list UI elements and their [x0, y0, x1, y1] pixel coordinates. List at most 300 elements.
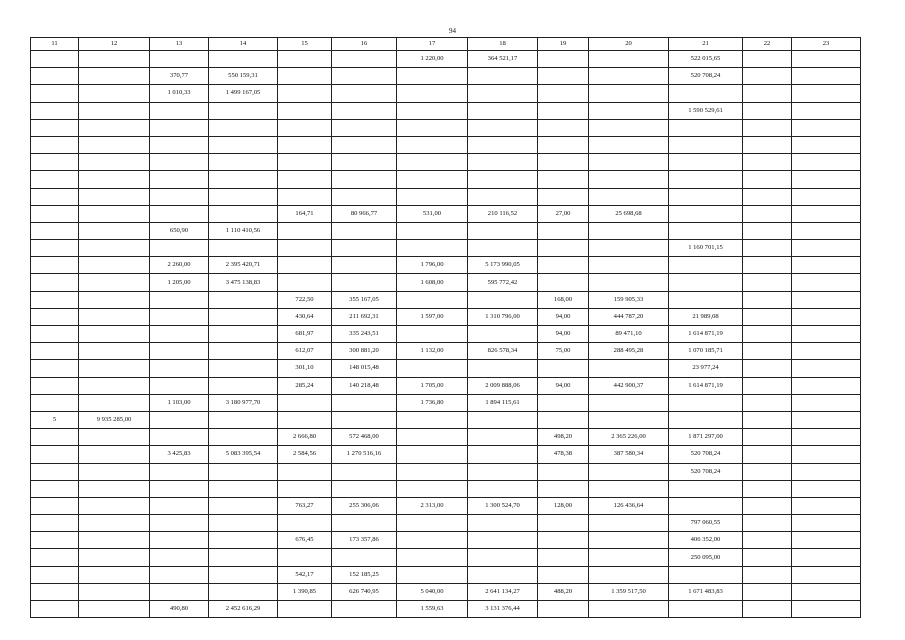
- table-row: [31, 480, 861, 497]
- table-cell: 370,77: [150, 68, 209, 85]
- table-cell: [468, 171, 538, 188]
- table-cell: 25 698,68: [589, 205, 669, 222]
- table-cell: [743, 119, 792, 136]
- table-cell: 5 083 395,54: [209, 446, 278, 463]
- table-cell: [79, 240, 150, 257]
- table-cell: [79, 377, 150, 394]
- table-cell: [743, 463, 792, 480]
- table-cell: [669, 171, 743, 188]
- table-cell: [278, 411, 332, 428]
- table-cell: 1 205,00: [150, 274, 209, 291]
- table-cell: [79, 515, 150, 532]
- table-cell: 1 894 115,61: [468, 394, 538, 411]
- table-cell: [150, 549, 209, 566]
- table-cell: [31, 446, 79, 463]
- table-cell: [792, 343, 861, 360]
- table-cell: [468, 119, 538, 136]
- table-cell: 1 070 185,71: [669, 343, 743, 360]
- table-cell: [743, 154, 792, 171]
- table-cell: [538, 463, 589, 480]
- table-cell: [538, 411, 589, 428]
- column-header: 18: [468, 38, 538, 51]
- table-cell: 2 584,56: [278, 446, 332, 463]
- table-cell: [79, 274, 150, 291]
- table-cell: [31, 480, 79, 497]
- column-header: 11: [31, 38, 79, 51]
- table-cell: [538, 154, 589, 171]
- table-cell: [589, 85, 669, 102]
- table-cell: [468, 515, 538, 532]
- table-cell: [79, 446, 150, 463]
- table-cell: 650,90: [150, 222, 209, 239]
- table-cell: [669, 154, 743, 171]
- table-cell: [669, 566, 743, 583]
- table-cell: [79, 136, 150, 153]
- table-cell: [589, 102, 669, 119]
- table-cell: [669, 85, 743, 102]
- table-cell: 681,97: [278, 326, 332, 343]
- table-cell: [669, 222, 743, 239]
- table-cell: [538, 188, 589, 205]
- table-cell: [468, 188, 538, 205]
- table-cell: [669, 480, 743, 497]
- table-cell: [150, 532, 209, 549]
- table-cell: [589, 532, 669, 549]
- table-cell: [743, 394, 792, 411]
- table-cell: 94,00: [538, 377, 589, 394]
- table-cell: [792, 394, 861, 411]
- table-cell: [792, 463, 861, 480]
- table-cell: [150, 463, 209, 480]
- table-cell: [209, 360, 278, 377]
- table-cell: 21 989,08: [669, 308, 743, 325]
- table-cell: [79, 308, 150, 325]
- table-cell: [79, 549, 150, 566]
- table-cell: [538, 222, 589, 239]
- table-cell: [31, 240, 79, 257]
- table-cell: [589, 51, 669, 68]
- table-cell: [31, 566, 79, 583]
- table-cell: 2 260,00: [150, 257, 209, 274]
- table-cell: [278, 515, 332, 532]
- table-cell: [79, 171, 150, 188]
- table-cell: [31, 257, 79, 274]
- table-cell: [150, 429, 209, 446]
- table-cell: 152 185,25: [332, 566, 397, 583]
- table-cell: [743, 411, 792, 428]
- table-cell: [669, 188, 743, 205]
- table-cell: [332, 119, 397, 136]
- table-cell: [31, 51, 79, 68]
- table-cell: [278, 188, 332, 205]
- table-cell: [332, 222, 397, 239]
- table-cell: 173 357,86: [332, 532, 397, 549]
- table-cell: 1 359 517,50: [589, 583, 669, 600]
- table-cell: [397, 171, 468, 188]
- table-cell: 1 597,00: [397, 308, 468, 325]
- table-cell: [743, 429, 792, 446]
- table-cell: 1 300 524,70: [468, 497, 538, 514]
- table-cell: [397, 188, 468, 205]
- table-cell: [397, 429, 468, 446]
- table-cell: [79, 68, 150, 85]
- table-cell: [150, 480, 209, 497]
- table-cell: [332, 171, 397, 188]
- table-cell: [538, 601, 589, 618]
- table-cell: 1 671 483,83: [669, 583, 743, 600]
- table-cell: [209, 102, 278, 119]
- table-cell: 1 110 410,56: [209, 222, 278, 239]
- table-cell: [589, 274, 669, 291]
- table-cell: [397, 411, 468, 428]
- table-cell: [538, 119, 589, 136]
- table-cell: [31, 308, 79, 325]
- table-cell: [792, 257, 861, 274]
- table-cell: [538, 549, 589, 566]
- table-cell: [538, 480, 589, 497]
- table-cell: 490,80: [150, 601, 209, 618]
- table-cell: [79, 394, 150, 411]
- table-cell: [538, 136, 589, 153]
- table-cell: [209, 429, 278, 446]
- table-cell: [79, 222, 150, 239]
- table-cell: [538, 51, 589, 68]
- table-cell: [397, 463, 468, 480]
- table-cell: [31, 102, 79, 119]
- table-cell: 5: [31, 411, 79, 428]
- table-cell: [332, 463, 397, 480]
- table-cell: [538, 240, 589, 257]
- table-cell: [31, 515, 79, 532]
- table-cell: [669, 119, 743, 136]
- table-cell: [278, 480, 332, 497]
- table-cell: [31, 583, 79, 600]
- table-cell: [332, 68, 397, 85]
- table-cell: [397, 566, 468, 583]
- table-cell: [209, 411, 278, 428]
- table-cell: [332, 136, 397, 153]
- table-cell: [792, 549, 861, 566]
- table-cell: [278, 68, 332, 85]
- table-cell: [743, 601, 792, 618]
- table-cell: [468, 566, 538, 583]
- table-cell: [209, 154, 278, 171]
- table-cell: [792, 429, 861, 446]
- table-cell: [278, 274, 332, 291]
- table-cell: [150, 119, 209, 136]
- table-cell: [209, 119, 278, 136]
- column-header: 13: [150, 38, 209, 51]
- table-cell: [743, 222, 792, 239]
- table-cell: [31, 601, 79, 618]
- column-header: 19: [538, 38, 589, 51]
- table-cell: [278, 119, 332, 136]
- table-cell: [332, 240, 397, 257]
- table-cell: [332, 515, 397, 532]
- table-row: [31, 171, 861, 188]
- table-row: [31, 394, 861, 411]
- table-cell: [209, 549, 278, 566]
- table-cell: 75,00: [538, 343, 589, 360]
- table-cell: [31, 222, 79, 239]
- table-cell: [589, 360, 669, 377]
- table-cell: [332, 85, 397, 102]
- table-cell: [278, 257, 332, 274]
- table-cell: [792, 68, 861, 85]
- table-cell: [79, 257, 150, 274]
- table-cell: [792, 411, 861, 428]
- table-cell: [31, 360, 79, 377]
- table-cell: [79, 480, 150, 497]
- table-cell: 1 499 167,05: [209, 85, 278, 102]
- table-cell: [150, 136, 209, 153]
- table-cell: 1 220,00: [397, 51, 468, 68]
- header-row: [31, 38, 861, 51]
- table-cell: [150, 51, 209, 68]
- table-cell: [79, 326, 150, 343]
- table-cell: [792, 377, 861, 394]
- table-cell: [792, 136, 861, 153]
- table-cell: [468, 240, 538, 257]
- table-cell: 1 608,00: [397, 274, 468, 291]
- table-cell: 335 243,51: [332, 326, 397, 343]
- table-cell: [589, 566, 669, 583]
- table-cell: [669, 257, 743, 274]
- table-row: [31, 222, 861, 239]
- table-cell: [150, 102, 209, 119]
- table-cell: [669, 601, 743, 618]
- table-cell: [332, 601, 397, 618]
- table-cell: [468, 222, 538, 239]
- table-cell: 210 116,52: [468, 205, 538, 222]
- table-cell: 522 015,65: [669, 51, 743, 68]
- table-cell: [31, 68, 79, 85]
- column-header: 16: [332, 38, 397, 51]
- table-cell: [209, 171, 278, 188]
- table-cell: [792, 188, 861, 205]
- table-cell: 1 736,80: [397, 394, 468, 411]
- table-cell: [79, 360, 150, 377]
- table-cell: [468, 480, 538, 497]
- table-row: [31, 515, 861, 532]
- table-cell: [468, 360, 538, 377]
- table-cell: [792, 497, 861, 514]
- table-cell: [79, 532, 150, 549]
- table-cell: [150, 583, 209, 600]
- page-number: 94: [449, 27, 456, 35]
- table-cell: [792, 222, 861, 239]
- table-cell: 542,17: [278, 566, 332, 583]
- table-cell: [397, 291, 468, 308]
- table-cell: [743, 308, 792, 325]
- table-cell: [79, 497, 150, 514]
- table-cell: [589, 394, 669, 411]
- table-cell: [397, 222, 468, 239]
- table-cell: [79, 583, 150, 600]
- table-cell: [150, 205, 209, 222]
- table-cell: [743, 532, 792, 549]
- table-row: [31, 360, 861, 377]
- table-cell: [397, 68, 468, 85]
- table-cell: 520 708,24: [669, 463, 743, 480]
- table-cell: [792, 360, 861, 377]
- table-cell: 1 705,00: [397, 377, 468, 394]
- table-cell: 255 306,06: [332, 497, 397, 514]
- table-cell: [278, 222, 332, 239]
- table-row: [31, 429, 861, 446]
- table-cell: [589, 515, 669, 532]
- table-cell: 2 009 888,06: [468, 377, 538, 394]
- table-cell: 1 871 297,00: [669, 429, 743, 446]
- table-cell: 164,71: [278, 205, 332, 222]
- table-cell: [397, 119, 468, 136]
- table-cell: [589, 601, 669, 618]
- table-cell: [31, 274, 79, 291]
- table-cell: 406 352,00: [669, 532, 743, 549]
- table-cell: 89 471,10: [589, 326, 669, 343]
- table-cell: 478,38: [538, 446, 589, 463]
- table-cell: [31, 377, 79, 394]
- table-cell: 626 740,95: [332, 583, 397, 600]
- table-cell: [743, 51, 792, 68]
- table-cell: [79, 291, 150, 308]
- table-cell: [209, 205, 278, 222]
- table-cell: [589, 463, 669, 480]
- table-cell: [79, 429, 150, 446]
- table-cell: [31, 532, 79, 549]
- table-cell: 444 787,20: [589, 308, 669, 325]
- table-cell: [743, 377, 792, 394]
- table-cell: [209, 308, 278, 325]
- table-cell: [669, 274, 743, 291]
- column-header: 15: [278, 38, 332, 51]
- table-cell: 301,10: [278, 360, 332, 377]
- table-cell: [209, 343, 278, 360]
- table-cell: [743, 549, 792, 566]
- table-cell: [589, 222, 669, 239]
- table-cell: [743, 480, 792, 497]
- table-cell: [278, 394, 332, 411]
- table-cell: [397, 240, 468, 257]
- table-cell: [792, 532, 861, 549]
- table-cell: 1 614 871,19: [669, 326, 743, 343]
- table-cell: 498,20: [538, 429, 589, 446]
- table-cell: [31, 463, 79, 480]
- table-cell: [669, 497, 743, 514]
- table-cell: [79, 119, 150, 136]
- table-cell: [150, 497, 209, 514]
- table-cell: [743, 171, 792, 188]
- table-cell: [589, 136, 669, 153]
- table-cell: 300 881,20: [332, 343, 397, 360]
- table-cell: [468, 446, 538, 463]
- table-cell: 2 365 226,00: [589, 429, 669, 446]
- table-row: [31, 411, 861, 428]
- table-cell: [209, 583, 278, 600]
- table-cell: 80 966,77: [332, 205, 397, 222]
- table-cell: [538, 360, 589, 377]
- table-cell: 387 580,34: [589, 446, 669, 463]
- table-cell: 128,00: [538, 497, 589, 514]
- table-cell: 1 590 529,61: [669, 102, 743, 119]
- table-cell: [150, 308, 209, 325]
- table-cell: [468, 463, 538, 480]
- table-cell: [538, 257, 589, 274]
- table-row: [31, 583, 861, 600]
- table-cell: [538, 85, 589, 102]
- table-cell: [743, 274, 792, 291]
- table-row: [31, 68, 861, 85]
- table-cell: [332, 549, 397, 566]
- table-cell: 94,00: [538, 326, 589, 343]
- column-header: 14: [209, 38, 278, 51]
- table-cell: [150, 240, 209, 257]
- table-cell: [31, 343, 79, 360]
- table-row: [31, 497, 861, 514]
- table-cell: 531,00: [397, 205, 468, 222]
- table-cell: 488,20: [538, 583, 589, 600]
- table-cell: [669, 394, 743, 411]
- table-cell: [278, 549, 332, 566]
- table-cell: 3 425,83: [150, 446, 209, 463]
- table-row: [31, 274, 861, 291]
- table-cell: [792, 601, 861, 618]
- table-cell: 2 313,00: [397, 497, 468, 514]
- table-cell: [209, 377, 278, 394]
- table-cell: 2 452 616,29: [209, 601, 278, 618]
- table-cell: [31, 326, 79, 343]
- table-cell: [79, 51, 150, 68]
- table-cell: [538, 171, 589, 188]
- table-cell: [397, 360, 468, 377]
- table-cell: [468, 532, 538, 549]
- table-cell: [792, 446, 861, 463]
- table-cell: [792, 326, 861, 343]
- table-cell: [792, 566, 861, 583]
- table-cell: [743, 68, 792, 85]
- table-cell: [669, 136, 743, 153]
- table-cell: [589, 257, 669, 274]
- table-cell: [150, 188, 209, 205]
- table-cell: [209, 497, 278, 514]
- table-cell: [792, 119, 861, 136]
- table-cell: [79, 566, 150, 583]
- column-header: 17: [397, 38, 468, 51]
- table-row: [31, 257, 861, 274]
- table-cell: [31, 154, 79, 171]
- table-cell: [743, 343, 792, 360]
- table-cell: [209, 532, 278, 549]
- table-cell: [397, 102, 468, 119]
- table-cell: 550 159,31: [209, 68, 278, 85]
- table-cell: [31, 136, 79, 153]
- table-cell: [743, 497, 792, 514]
- table-cell: [150, 326, 209, 343]
- table-cell: 5 040,00: [397, 583, 468, 600]
- table-cell: [669, 291, 743, 308]
- table-cell: 168,00: [538, 291, 589, 308]
- table-cell: [743, 583, 792, 600]
- table-cell: [278, 171, 332, 188]
- table-cell: [468, 549, 538, 566]
- table-cell: [150, 154, 209, 171]
- table-cell: [332, 102, 397, 119]
- table-cell: [79, 154, 150, 171]
- table-cell: 9 935 285,00: [79, 411, 150, 428]
- column-header: 12: [79, 38, 150, 51]
- table-cell: [397, 326, 468, 343]
- table-cell: [209, 240, 278, 257]
